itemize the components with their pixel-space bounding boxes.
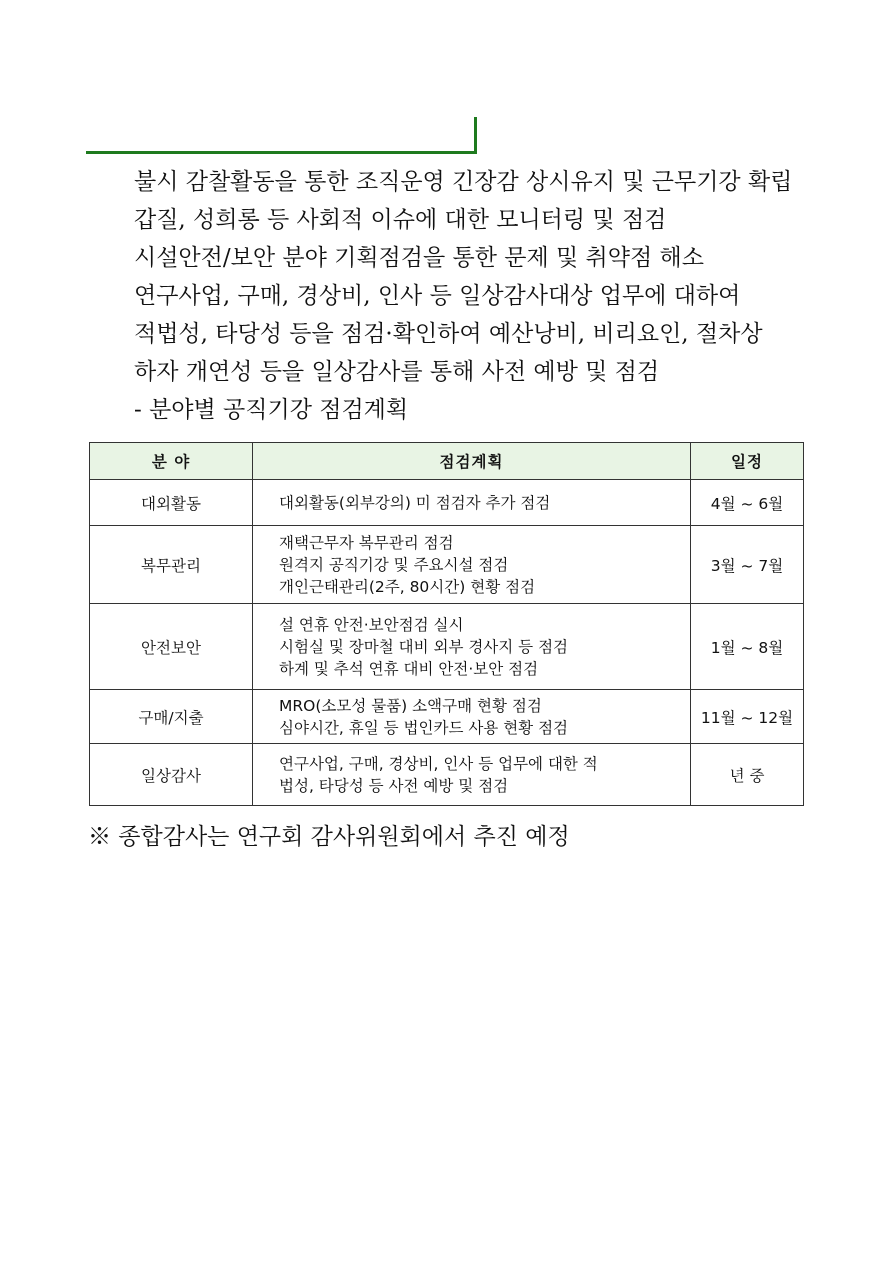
- body-line: 불시 감찰활동을 통한 조직운영 긴장감 상시유지 및 근무기강 확립: [134, 169, 793, 195]
- row-item: 개인근태관리(2주, 80시간) 현황 점검: [279, 577, 536, 596]
- body-line: 시설안전/보안 분야 기획점검을 통한 문제 및 취약점 해소: [134, 245, 704, 271]
- body-text: [134, 163, 854, 429]
- header-category: 분 야: [90, 443, 253, 480]
- row-items: [253, 690, 691, 744]
- row-items: [253, 526, 691, 604]
- row-items: [253, 480, 691, 526]
- row-item: 대외활동(외부강의) 미 점검자 추가 점검: [279, 493, 551, 512]
- row-item: MRO(소모성 물품) 소액구매 현황 점검: [279, 696, 542, 715]
- row-category: 복무관리: [90, 526, 253, 604]
- row-schedule: 11월 ~ 12월: [691, 690, 804, 744]
- section-rule-horizontal: [86, 151, 477, 154]
- row-items: [253, 604, 691, 690]
- body-line: 하자 개연성 등을 일상감사를 통해 사전 예방 및 점검: [134, 359, 660, 385]
- row-item: 법성, 타당성 등 사전 예방 및 점검: [279, 776, 509, 795]
- row-schedule: 4월 ~ 6월: [691, 480, 804, 526]
- row-category: 안전보안: [90, 604, 253, 690]
- body-line: 적법성, 타당성 등을 점검·확인하여 예산낭비, 비리요인, 절차상: [134, 321, 763, 347]
- row-category: 구매/지출: [90, 690, 253, 744]
- row-schedule: 년 중: [691, 744, 804, 806]
- inspection-plan-table: [89, 442, 804, 806]
- row-category: 일상감사: [90, 744, 253, 806]
- table-row: [90, 604, 804, 690]
- header-plan: 점검계획: [253, 443, 691, 480]
- row-item: 원격지 공직기강 및 주요시설 점검: [279, 555, 509, 574]
- section-rule-vertical: [474, 117, 477, 154]
- body-line: 연구사업, 구매, 경상비, 인사 등 일상감사대상 업무에 대하여: [134, 283, 741, 309]
- table-row: [90, 480, 804, 526]
- table-header-row: [90, 443, 804, 480]
- row-item: 재택근무자 복무관리 점검: [279, 533, 454, 552]
- subheading: - 분야별 공직기강 점검계획: [134, 397, 409, 423]
- row-item: 시험실 및 장마철 대비 외부 경사지 등 점검: [279, 637, 569, 656]
- row-item: 연구사업, 구매, 경상비, 인사 등 업무에 대한 적: [279, 754, 598, 773]
- header-schedule: 일정: [691, 443, 804, 480]
- body-line: 갑질, 성희롱 등 사회적 이슈에 대한 모니터링 및 점검: [134, 207, 667, 233]
- footnote: ※ 종합감사는 연구회 감사위원회에서 추진 예정: [88, 824, 570, 850]
- row-item: 하계 및 추석 연휴 대비 안전·보안 점검: [279, 659, 539, 678]
- row-item: 설 연휴 안전·보안점검 실시: [279, 615, 464, 634]
- row-category: 대외활동: [90, 480, 253, 526]
- row-items: [253, 744, 691, 806]
- row-schedule: 1월 ~ 8월: [691, 604, 804, 690]
- table-row: [90, 526, 804, 604]
- table-row: [90, 744, 804, 806]
- row-schedule: 3월 ~ 7월: [691, 526, 804, 604]
- row-item: 심야시간, 휴일 등 법인카드 사용 현황 점검: [279, 718, 569, 737]
- table-row: [90, 690, 804, 744]
